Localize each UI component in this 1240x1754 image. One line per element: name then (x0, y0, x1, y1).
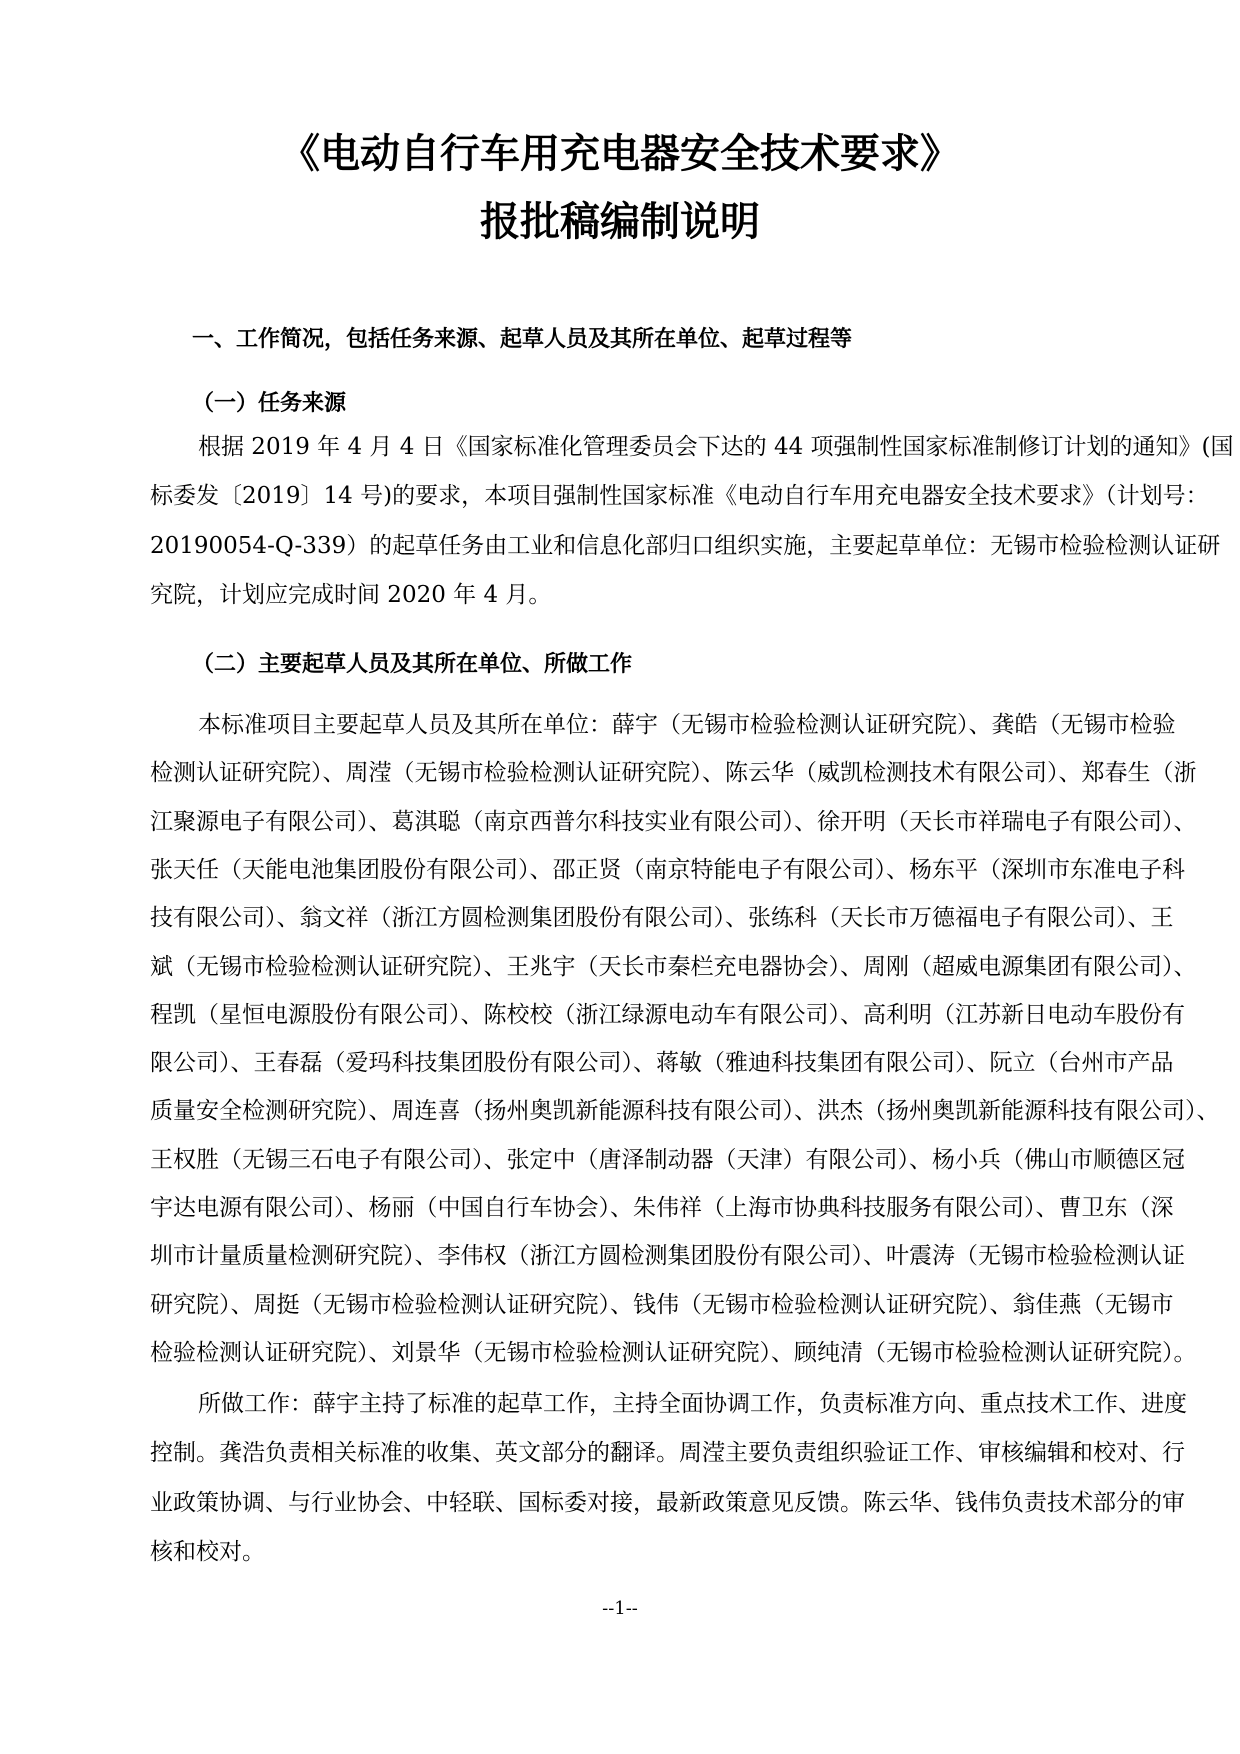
text-line: 检测认证研究院）、周滢（无锡市检验检测认证研究院）、陈云华（威凯检测技术有限公司）、郑春生（浙 (150, 760, 1197, 787)
text-line: 检验检测认证研究院）、刘景华（无锡市检验检测认证研究院）、顾纯清（无锡市检验检测认证研究院）。 (150, 1339, 1197, 1366)
page-number: --1-- (602, 1598, 638, 1619)
section-heading-1: 一、工作简况，包括任务来源、起草人员及其所在单位、起草过程等 (192, 327, 853, 352)
text-line: 技有限公司）、翁文祥（浙江方圆检测集团股份有限公司）、张练科（天长市万德福电子有限公司）、王 (150, 905, 1174, 932)
document-title-line2: 报批稿编制说明 (480, 199, 760, 245)
text-line: 质量安全检测研究院）、周连喜（扬州奥凯新能源科技有限公司）、洪杰（扬州奥凯新能源科技有限公司）、 (150, 1098, 1220, 1125)
text-line: 斌（无锡市检验检测认证研究院）、王兆宇（天长市秦栏充电器协会）、周刚（超威电源集团有限公司）、 (150, 953, 1197, 980)
text-line: 张天任（天能电池集团股份有限公司）、邵正贤（南京特能电子有限公司）、杨东平（深圳市东准电子科 (150, 856, 1185, 883)
text-line: 根据 2019 年 4 月 4 日《国家标准化管理委员会下达的 44 项强制性国家标准制修订计划的通知》(国 (198, 434, 1234, 460)
text-line: 研究院）、周挺（无锡市检验检测认证研究院）、钱伟（无锡市检验检测认证研究院）、翁佳燕（无锡市 (150, 1291, 1174, 1318)
subsection-heading-task-source: （一）任务来源 (192, 391, 347, 416)
text-line: 限公司）、王春磊（爱玛科技集团股份有限公司）、蒋敏（雅迪科技集团有限公司）、阮立（台州市产品 (150, 1050, 1174, 1077)
text-line: 江聚源电子有限公司）、葛淇聪（南京西普尔科技实业有限公司）、徐开明（天长市祥瑞电子有限公司）、 (150, 808, 1197, 835)
text-line: 圳市计量质量检测研究院）、李伟权（浙江方圆检测集团股份有限公司）、叶震涛（无锡市检验检测认证 (150, 1243, 1185, 1270)
text-line: 究院，计划应完成时间 2020 年 4 月。 (150, 581, 552, 608)
text-line: 宇达电源有限公司）、杨丽（中国自行车协会）、朱伟祥（上海市协典科技服务有限公司）、曹卫东（深 (150, 1195, 1174, 1221)
text-line: 标委发〔2019〕14 号)的要求，本项目强制性国家标准《电动自行车用充电器安全技术要求》（计划号： (150, 483, 1209, 510)
text-line: 程凯（星恒电源股份有限公司）、陈校校（浙江绿源电动车有限公司）、高利明（江苏新日电动车股份有 (150, 1001, 1185, 1028)
text-line: 本标准项目主要起草人员及其所在单位：薛宇（无锡市检验检测认证研究院）、龚皓（无锡市检验 (198, 712, 1176, 738)
text-line: 所做工作：薛宇主持了标准的起草工作，主持全面协调工作，负责标准方向、重点技术工作、进度 (198, 1391, 1187, 1417)
subsection-heading-drafters: （二）主要起草人员及其所在单位、所做工作 (192, 652, 633, 677)
text-line: 业政策协调、与行业协会、中轻联、国标委对接，最新政策意见反馈。陈云华、钱伟负责技术部分的审 (150, 1489, 1185, 1516)
text-line: 20190054-Q-339）的起草任务由工业和信息化部归口组织实施，主要起草单位：无锡市检验检测认证研 (150, 532, 1221, 559)
text-line: 王权胜（无锡三石电子有限公司）、张定中（唐泽制动器（天津）有限公司）、杨小兵（佛山市顺德区冠 (150, 1146, 1185, 1173)
text-line: 控制。龚浩负责相关标准的收集、英文部分的翻译。周滢主要负责组织验证工作、审核编辑和校对、行 (150, 1440, 1185, 1467)
text-line: 核和校对。 (150, 1538, 265, 1565)
document-title-line1: 《电动自行车用充电器安全技术要求》 (280, 131, 960, 177)
